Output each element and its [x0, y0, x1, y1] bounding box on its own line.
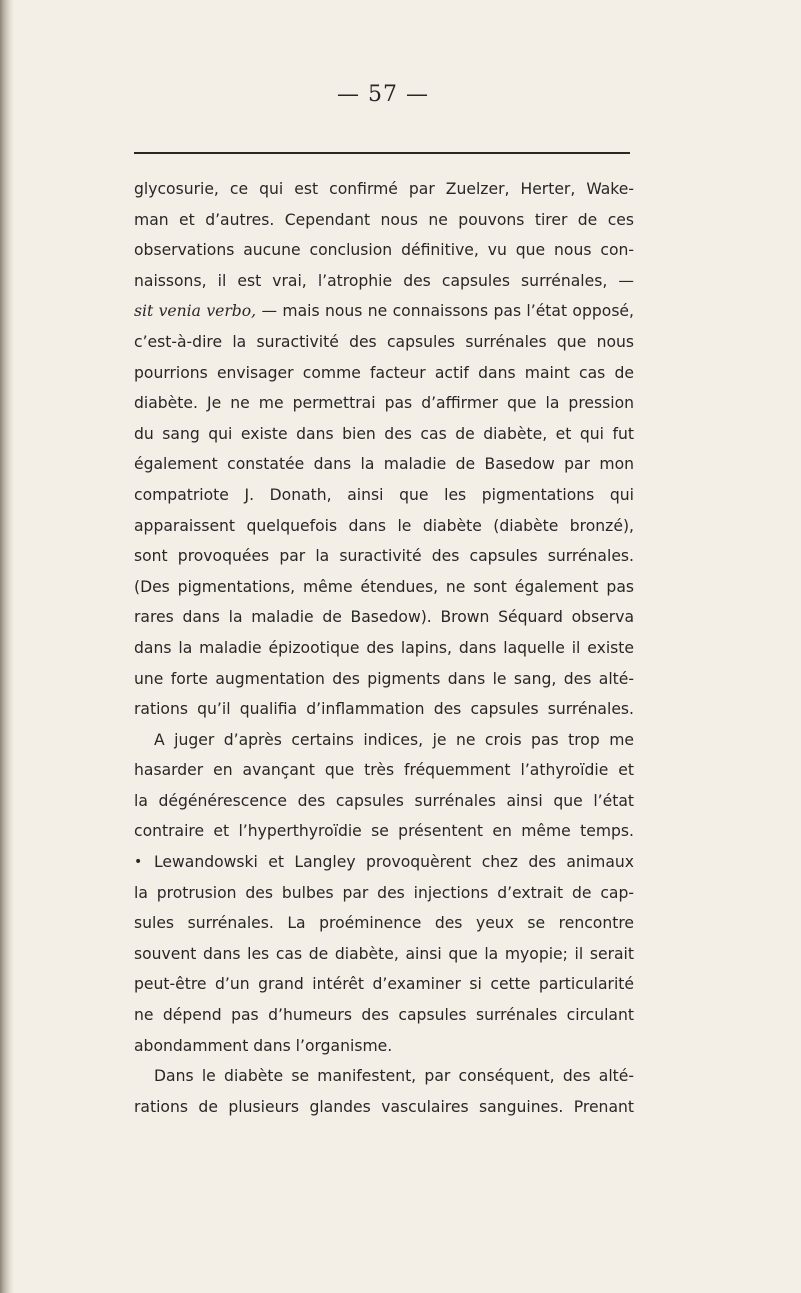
text-line: compatriote J. Donath, ainsi que les pigmentations qui	[134, 485, 634, 504]
text-line: rations qu’il qualifia d’inflammation des capsules surrénales.	[134, 700, 634, 719]
text-line: Dans le diabète se manifestent, par conséquent, des alté-	[154, 1067, 634, 1086]
text-line: la protrusion des bulbes par des injections d’extrait de cap-	[134, 883, 634, 902]
text-line	[134, 847, 634, 878]
text-line: contraire et l’hyperthyroïdie se présentent en même temps.	[134, 822, 634, 841]
text-line: du sang qui existe dans bien des cas de diabète, et qui fut	[134, 424, 634, 443]
header-rule	[134, 152, 630, 154]
text-line: (Des pigmentations, même étendues, ne sont également pas	[134, 577, 634, 596]
text-line: diabète. Je ne me permettrai pas d’affirmer que la pression	[134, 394, 634, 413]
text-line: pourrions envisager comme facteur actif dans maint cas de	[134, 363, 634, 382]
text-line: naissons, il est vrai, l’atrophie des capsules surrénales, —	[134, 271, 634, 290]
text-line: man et d’autres. Cependant nous ne pouvons tirer de ces	[134, 210, 634, 229]
text-line: une forte augmentation des pigments dans le sang, des alté-	[134, 669, 634, 688]
bullet-mark: •	[134, 854, 143, 871]
text-line: également constatée dans la maladie de Basedow par mon	[134, 455, 634, 474]
text-line: ne dépend pas d’humeurs des capsules surrénales circulant	[134, 1006, 634, 1025]
text-line: abondamment dans l’organisme.	[134, 1036, 393, 1055]
text-line: glycosurie, ce qui est confirmé par Zuelzer, Herter, Wake-	[134, 180, 634, 198]
text-line: A juger d’après certains indices, je ne crois pas trop me	[154, 730, 634, 749]
text-line: apparaissent quelquefois dans le diabète (diabète bronzé),	[134, 516, 634, 535]
text-line: sules surrénales. La proéminence des yeux se rencontre	[134, 914, 634, 933]
text-line: sont provoquées par la suractivité des capsules surrénales.	[134, 547, 634, 566]
text-line: rares dans la maladie de Basedow). Brown Séquard observa	[134, 608, 634, 627]
body-text	[134, 174, 634, 1122]
text-line: c’est-à-dire la suractivité des capsules surrénales que nous	[134, 332, 634, 351]
text-line: dans la maladie épizootique des lapins, dans laquelle il existe	[134, 638, 634, 657]
text-line: peut-être d’un grand intérêt d’examiner si cette particularité	[134, 975, 634, 994]
text-line: observations aucune conclusion définitive, vu que nous con-	[134, 241, 634, 260]
text-line: souvent dans les cas de diabète, ainsi que la myopie; il serait	[134, 944, 634, 963]
text-line-rest: — mais nous ne connaissons pas l’état opposé,	[256, 302, 634, 321]
text-line	[134, 296, 634, 327]
page-binding-edge	[0, 0, 14, 1293]
text-line: rations de plusieurs glandes vasculaires sanguines. Prenant	[134, 1097, 634, 1116]
text-line: hasarder en avançant que très fréquemment l’athyroïdie et	[134, 761, 634, 780]
text-line-content: Lewandowski et Langley provoquèrent chez des animaux	[154, 853, 634, 872]
text-line: la dégénérescence des capsules surrénales ainsi que l’état	[134, 791, 634, 810]
latin-phrase: sit venia verbo,	[134, 302, 257, 321]
page-number: — 57 —	[337, 82, 429, 107]
